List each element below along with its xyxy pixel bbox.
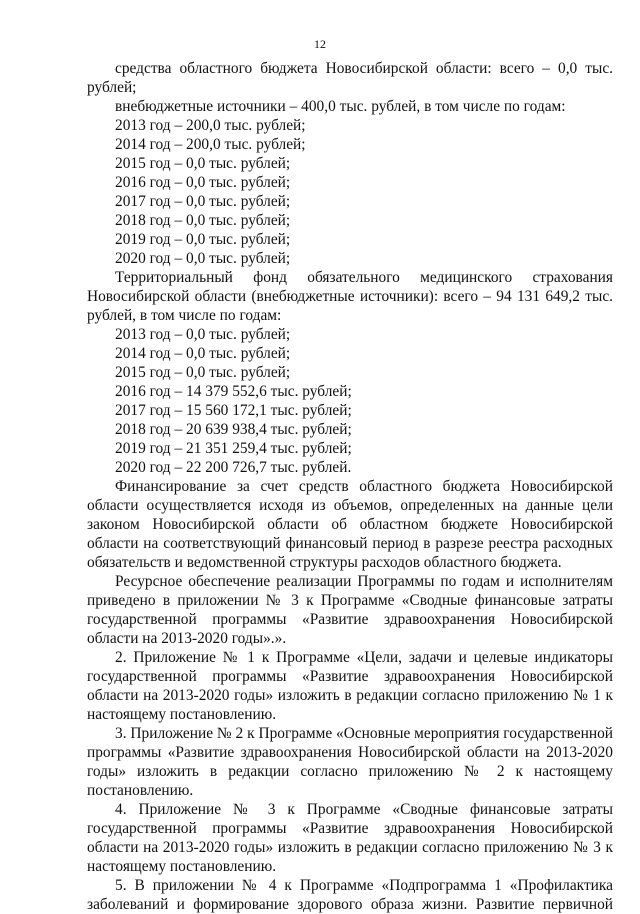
year-line: 2015 год – 0,0 тыс. рублей; — [115, 364, 291, 381]
year-line: 2019 год – 0,0 тыс. рублей; — [115, 231, 291, 248]
year-line: 2016 год – 0,0 тыс. рублей; — [115, 174, 291, 191]
year-line: 2014 год – 200,0 тыс. рублей; — [115, 136, 306, 153]
paragraph-item-4: 4. Приложение № 3 к Программе «Сводные финансовые затраты государственной программы «Развитие здравоохранения Новосибирской области на 2013-2020 годы» изложить в редакции согласно приложению № 3 к настоящему постановлению. — [87, 801, 613, 875]
paragraph-regional-budget: средства областного бюджета Новосибирской области: всего – 0,0 тыс. рублей; — [87, 60, 613, 96]
year-line: 2019 год – 21 351 259,4 тыс. рублей; — [115, 440, 352, 457]
year-line: 2020 год – 22 200 726,7 тыс. рублей. — [115, 459, 352, 476]
paragraph-resource-support: Ресурсное обеспечение реализации Программы по годам и исполнителям приведено в приложении № 3 к Программе «Сводные финансовые затраты государственной программы «Развитие здравоохранения Новосибирской области на 2013-2020 годы».». — [87, 573, 613, 647]
year-line: 2014 год – 0,0 тыс. рублей; — [115, 345, 291, 362]
paragraph-item-5: 5. В приложении № 4 к Программе «Подпрограмма 1 «Профилактика заболеваний и формирование здорового образа жизни. Развитие первичной — [87, 877, 613, 913]
yearly-list-extrabudgetary — [87, 116, 613, 268]
year-line: 2013 год – 0,0 тыс. рублей; — [115, 326, 291, 343]
year-line: 2016 год – 14 379 552,6 тыс. рублей; — [115, 383, 352, 400]
year-line: 2013 год – 200,0 тыс. рублей; — [115, 117, 306, 134]
year-line: 2018 год – 20 639 938,4 тыс. рублей; — [115, 421, 352, 438]
paragraph-territorial-fund: Территориальный фонд обязательного медицинского страхования Новосибирской области (внебюджетные источники): всего – 94 131 649,2 тыс. рублей, в том числе по годам: — [87, 269, 613, 324]
paragraph-item-2: 2. Приложение № 1 к Программе «Цели, задачи и целевые индикаторы государственной программы «Развитие здравоохранения Новосибирской области на 2013-2020 годы» изложить в редакции согласно приложению № 1 к настоящему постановлению. — [87, 649, 613, 723]
page-number: 12 — [314, 37, 326, 51]
paragraph-item-3: 3. Приложение № 2 к Программе «Основные мероприятия государственной программы «Развитие здравоохранения Новосибирской области на 2013-2020 годы» изложить в редакции согласно приложению № 2 к настоящему постановлению. — [87, 725, 613, 799]
paragraph-financing: Финансирование за счет средств областного бюджета Новосибирской области осуществляется исходя из объемов, определенных на данные цели законом Новосибирской области об областном бюджете Новосибирской области на соответствующий финансовый период в разрезе реестра расходных обязательств и ведомственной структуры расходов областного бюджета. — [87, 478, 613, 571]
year-line: 2018 год – 0,0 тыс. рублей; — [115, 212, 291, 229]
document-body — [87, 59, 613, 914]
paragraph-extrabudgetary-sources: внебюджетные источники – 400,0 тыс. рублей, в том числе по годам: — [115, 98, 566, 115]
year-line: 2017 год – 15 560 172,1 тыс. рублей; — [115, 402, 352, 419]
year-line: 2020 год – 0,0 тыс. рублей; — [115, 250, 291, 267]
year-line: 2017 год – 0,0 тыс. рублей; — [115, 193, 291, 210]
yearly-list-territorial-fund — [87, 325, 613, 477]
year-line: 2015 год – 0,0 тыс. рублей; — [115, 155, 291, 172]
